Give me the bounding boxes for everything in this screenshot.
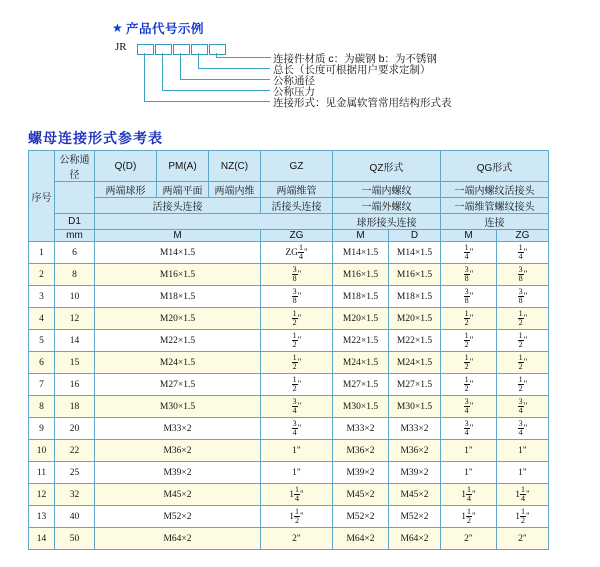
cell-dn: 32 — [55, 484, 95, 506]
cell-zg: 1" — [261, 462, 333, 484]
cell-qz-d: M30×1.5 — [389, 396, 441, 418]
cell-qg-zg: $\frac{1}{2}$ " — [497, 308, 549, 330]
cell-m: M30×1.5 — [95, 396, 261, 418]
th-r2-gz: 两端维管 — [261, 182, 333, 198]
cell-qz-d: M18×1.5 — [389, 286, 441, 308]
table-row — [29, 440, 549, 462]
cell-seq: 2 — [29, 264, 55, 286]
th-dn — [55, 151, 95, 182]
cell-zg: $\frac{3}{4}$ " — [261, 418, 333, 440]
th-group-qd: Q(D) — [95, 151, 157, 182]
cell-qz-m: M14×1.5 — [333, 242, 389, 264]
cell-qg-m: 1" — [441, 462, 497, 484]
cell-dn: 8 — [55, 264, 95, 286]
cell-qg-zg: 1" — [497, 462, 549, 484]
cell-zg: ZG $\frac{1}{4}$ " — [261, 242, 333, 264]
cell-qz-d: M14×1.5 — [389, 242, 441, 264]
cell-seq: 5 — [29, 330, 55, 352]
cell-qg-zg: $\frac{1}{2}$ " — [497, 330, 549, 352]
cell-qz-d: M33×2 — [389, 418, 441, 440]
cell-qg-zg: 1 $\frac{1}{2}$ " — [497, 506, 549, 528]
cell-qz-m: M20×1.5 — [333, 308, 389, 330]
cell-qg-m: $\frac{1}{4}$ " — [441, 242, 497, 264]
cell-qg-zg: $\frac{3}{4}$ " — [497, 418, 549, 440]
cell-qz-m: M24×1.5 — [333, 352, 389, 374]
cell-dn: 6 — [55, 242, 95, 264]
th-dn-blank — [55, 182, 95, 214]
th-r2-qz: 一端内螺纹 — [333, 182, 441, 198]
cell-m: M18×1.5 — [95, 286, 261, 308]
diagram-label-dn: 公称通径 — [273, 75, 315, 87]
code-box-5 — [209, 44, 226, 55]
th-unit-m: M — [95, 230, 261, 242]
leader-line — [198, 68, 270, 69]
diagram-label-pressure: 公称压力 — [273, 86, 315, 98]
cell-qz-m: M36×2 — [333, 440, 389, 462]
cell-qz-d: M22×1.5 — [389, 330, 441, 352]
cell-m: M22×1.5 — [95, 330, 261, 352]
cell-dn: 40 — [55, 506, 95, 528]
leader-line — [144, 101, 270, 102]
th-r3-mid: 活接头连接 — [261, 198, 333, 214]
cell-seq: 3 — [29, 286, 55, 308]
cell-qz-d: M45×2 — [389, 484, 441, 506]
cell-qz-m: M22×1.5 — [333, 330, 389, 352]
cell-qg-zg: $\frac{1}{4}$ " — [497, 242, 549, 264]
table-row — [29, 528, 549, 550]
th-dn-label: 公称通径 — [59, 155, 90, 181]
cell-m: M16×1.5 — [95, 264, 261, 286]
cell-qg-m: 1" — [441, 440, 497, 462]
cell-zg: 1" — [261, 440, 333, 462]
table-row — [29, 352, 549, 374]
cell-qg-m: 1 $\frac{1}{2}$ " — [441, 506, 497, 528]
cell-dn: 16 — [55, 374, 95, 396]
cell-qz-d: M52×2 — [389, 506, 441, 528]
th-r2-nzc: 两端内维 — [209, 182, 261, 198]
cell-qz-d: M24×1.5 — [389, 352, 441, 374]
cell-qg-m: $\frac{1}{2}$ " — [441, 330, 497, 352]
cell-seq: 6 — [29, 352, 55, 374]
table-row — [29, 308, 549, 330]
cell-seq: 11 — [29, 462, 55, 484]
cell-qz-m: M45×2 — [333, 484, 389, 506]
cell-zg: $\frac{3}{8}$ " — [261, 286, 333, 308]
table-row — [29, 242, 549, 264]
cell-qz-m: M64×2 — [333, 528, 389, 550]
th-r4-qz: 球形接头连接 — [333, 214, 441, 230]
cell-qg-zg: $\frac{3}{4}$ " — [497, 396, 549, 418]
table-row — [29, 462, 549, 484]
nut-connection-table — [28, 150, 549, 550]
cell-qz-m: M39×2 — [333, 462, 389, 484]
nut-connection-table-wrap — [28, 150, 549, 550]
th-unit-zg: ZG — [261, 230, 333, 242]
cell-zg: $\frac{1}{2}$ " — [261, 374, 333, 396]
th-unit-mm: mm — [55, 230, 95, 242]
table-row — [29, 506, 549, 528]
cell-qz-m: M33×2 — [333, 418, 389, 440]
cell-qg-m: 2" — [441, 528, 497, 550]
cell-qg-zg: $\frac{3}{8}$ " — [497, 286, 549, 308]
th-r4-d1: D1 — [55, 214, 95, 230]
cell-qg-zg: 1 $\frac{1}{4}$ " — [497, 484, 549, 506]
th-group-gz: GZ — [261, 151, 333, 182]
cell-m: M52×2 — [95, 506, 261, 528]
th-r2-pma: 两端平面 — [157, 182, 209, 198]
th-seq — [29, 151, 55, 242]
cell-qz-d: M16×1.5 — [389, 264, 441, 286]
star-icon: ★ — [112, 21, 123, 35]
cell-zg: $\frac{1}{2}$ " — [261, 308, 333, 330]
cell-m: M39×2 — [95, 462, 261, 484]
cell-qz-d: M64×2 — [389, 528, 441, 550]
code-box-3 — [173, 44, 190, 55]
leader-line — [180, 79, 270, 80]
code-box-1 — [137, 44, 154, 55]
cell-m: M45×2 — [95, 484, 261, 506]
cell-dn: 10 — [55, 286, 95, 308]
cell-seq: 8 — [29, 396, 55, 418]
cell-dn: 12 — [55, 308, 95, 330]
th-seq-label: 序号 — [31, 192, 52, 204]
cell-dn: 14 — [55, 330, 95, 352]
cell-dn: 25 — [55, 462, 95, 484]
th-r2-qg: 一端内螺纹活接头 — [441, 182, 549, 198]
table-row — [29, 264, 549, 286]
th-group-qz: QZ形式 — [333, 151, 441, 182]
cell-qg-m: $\frac{1}{2}$ " — [441, 374, 497, 396]
cell-qz-d: M20×1.5 — [389, 308, 441, 330]
code-box-2 — [155, 44, 172, 55]
th-r2-qd: 两端球形 — [95, 182, 157, 198]
cell-m: M27×1.5 — [95, 374, 261, 396]
diagram-title: 产品代号示例 — [126, 22, 205, 36]
cell-m: M64×2 — [95, 528, 261, 550]
cell-qg-m: $\frac{3}{4}$ " — [441, 418, 497, 440]
cell-dn: 22 — [55, 440, 95, 462]
cell-dn: 20 — [55, 418, 95, 440]
cell-qg-zg: $\frac{1}{2}$ " — [497, 352, 549, 374]
th-group-nzc: NZ(C) — [209, 151, 261, 182]
cell-qz-d: M39×2 — [389, 462, 441, 484]
cell-zg: $\frac{3}{4}$ " — [261, 396, 333, 418]
leader-line — [270, 57, 271, 58]
table-row — [29, 374, 549, 396]
diagram-label-material: 连接件材质 c：为碳钢 b：为不锈钢 — [273, 53, 437, 65]
code-box-4 — [191, 44, 208, 55]
cell-qz-d: M27×1.5 — [389, 374, 441, 396]
cell-qg-zg: 2" — [497, 528, 549, 550]
th-r4-blank — [95, 214, 333, 230]
cell-seq: 1 — [29, 242, 55, 264]
diagram-label-length: 总长（长度可根据用户要求定制） — [273, 64, 431, 76]
cell-seq: 9 — [29, 418, 55, 440]
table-row — [29, 330, 549, 352]
cell-qg-m: $\frac{1}{2}$ " — [441, 352, 497, 374]
cell-m: M14×1.5 — [95, 242, 261, 264]
cell-qg-m: $\frac{3}{4}$ " — [441, 396, 497, 418]
cell-seq: 7 — [29, 374, 55, 396]
leader-line — [144, 53, 145, 101]
th-group-pma: PM(A) — [157, 151, 209, 182]
th-r4-qg: 连接 — [441, 214, 549, 230]
cell-qz-m: M52×2 — [333, 506, 389, 528]
cell-m: M20×1.5 — [95, 308, 261, 330]
cell-m: M24×1.5 — [95, 352, 261, 374]
cell-seq: 10 — [29, 440, 55, 462]
th-r3-qz: 一端外螺纹 — [333, 198, 441, 214]
cell-qg-zg: $\frac{3}{8}$ " — [497, 264, 549, 286]
cell-zg: $\frac{1}{2}$ " — [261, 330, 333, 352]
leader-line — [216, 57, 270, 58]
page-title: 螺母连接形式参考表 — [28, 130, 163, 146]
cell-dn: 18 — [55, 396, 95, 418]
table-row — [29, 286, 549, 308]
cell-qg-m: $\frac{3}{8}$ " — [441, 264, 497, 286]
cell-seq: 14 — [29, 528, 55, 550]
leader-line — [180, 53, 181, 79]
cell-seq: 12 — [29, 484, 55, 506]
cell-m: M36×2 — [95, 440, 261, 462]
cell-zg: 1 $\frac{1}{2}$ " — [261, 506, 333, 528]
cell-qg-m: $\frac{1}{2}$ " — [441, 308, 497, 330]
leader-line — [162, 53, 163, 90]
code-prefix: JR — [115, 41, 127, 53]
cell-seq: 13 — [29, 506, 55, 528]
th-unit-qz-d: D — [389, 230, 441, 242]
th-r3-left: 活接头连接 — [95, 198, 261, 214]
table-row — [29, 418, 549, 440]
cell-m: M33×2 — [95, 418, 261, 440]
cell-qg-m: 1 $\frac{1}{4}$ " — [441, 484, 497, 506]
cell-dn: 15 — [55, 352, 95, 374]
cell-zg: $\frac{1}{2}$ " — [261, 352, 333, 374]
th-r3-qg: 一端维管螺纹接头 — [441, 198, 549, 214]
table-row — [29, 484, 549, 506]
cell-zg: 2" — [261, 528, 333, 550]
table-row — [29, 396, 549, 418]
product-code-diagram — [0, 0, 600, 120]
cell-qz-m: M27×1.5 — [333, 374, 389, 396]
cell-qz-d: M36×2 — [389, 440, 441, 462]
leader-line — [198, 53, 199, 68]
th-unit-qg-m: M — [441, 230, 497, 242]
th-group-qg: QG形式 — [441, 151, 549, 182]
cell-zg: $\frac{3}{8}$ " — [261, 264, 333, 286]
cell-zg: 1 $\frac{1}{4}$ " — [261, 484, 333, 506]
cell-qz-m: M30×1.5 — [333, 396, 389, 418]
cell-qg-zg: 1" — [497, 440, 549, 462]
cell-seq: 4 — [29, 308, 55, 330]
diagram-label-connection: 连接形式：见金属软管常用结构形式表 — [273, 97, 452, 109]
leader-line — [162, 90, 270, 91]
th-unit-qg-zg: ZG — [497, 230, 549, 242]
cell-qz-m: M18×1.5 — [333, 286, 389, 308]
cell-dn: 50 — [55, 528, 95, 550]
cell-qz-m: M16×1.5 — [333, 264, 389, 286]
cell-qg-zg: $\frac{1}{2}$ " — [497, 374, 549, 396]
th-unit-qz-m: M — [333, 230, 389, 242]
cell-qg-m: $\frac{3}{8}$ " — [441, 286, 497, 308]
